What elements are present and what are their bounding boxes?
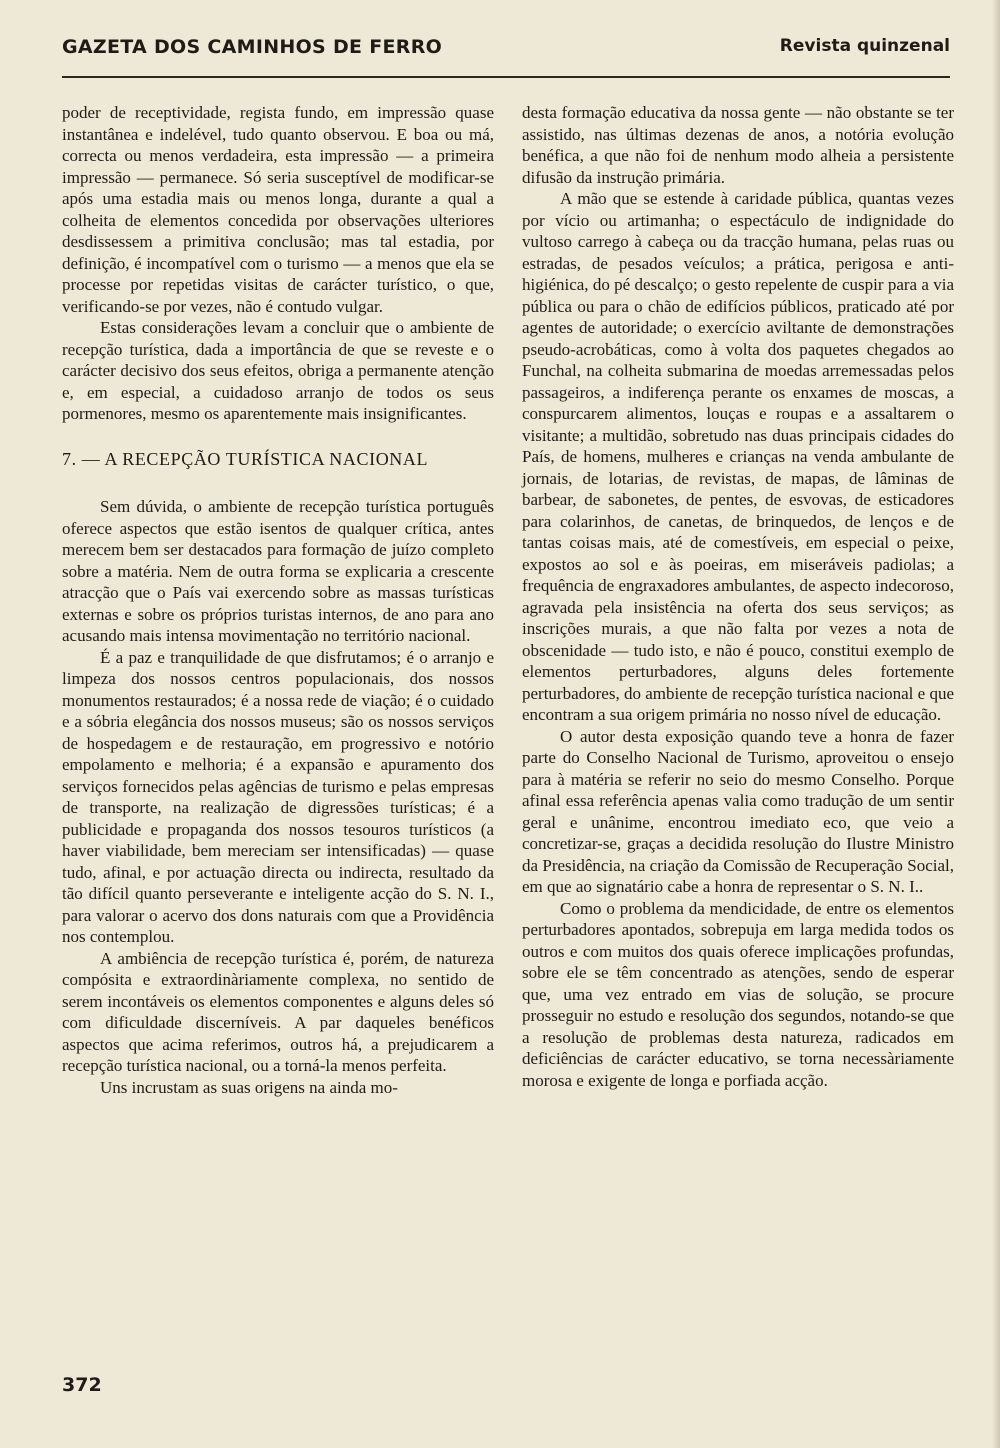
page-number: 372 xyxy=(62,1374,102,1396)
paragraph: poder de receptividade, regista fundo, em impressão quase instantânea e indelével, tudo quanto observou. E boa ou má, correcta ou menos verdadeira, esta impressão — a primeira impressão — permanece. Só seria susceptível de modificar-se após uma estadia mais ou menos longa, durante a qual a colheita de elementos concedida por observações ulteriores desdissessem a primitiva conclusão; mas tal estadia, por definição, é incompatível com o turismo — a menos que ela se processe por repetidas visitas de carácter turístico, o que, verificando-se por vezes, não é contudo vulgar. xyxy=(62,103,494,316)
section-heading: 7. — A RECEPÇÃO TURÍSTICA NACIONAL xyxy=(62,448,429,469)
right-column xyxy=(522,102,954,1091)
left-column xyxy=(62,102,494,1098)
paragraph: O autor desta exposição quando teve a honra de fazer parte do Conselho Nacional de Turismo, aproveitou o ensejo para à matéria se referir no seio do mesmo Conselho. Porque afinal essa referência apenas valia como tradução de um sentir geral e unânime, encontrou imediato eco, que veio a concretizar-se, graças a decidida resolução do Ilustre Ministro da Presidência, na criação da Comissão de Recuperação Social, em que ao signatário cabe a honra de representar o S. N. I.. xyxy=(522,726,954,896)
page-header xyxy=(62,30,950,74)
paragraph: A mão que se estende à caridade pública, quantas vezes por vício ou artimanha; o espectáculo de indignidade do vultoso carrego à cabeça ou da tracção humana, pelas ruas ou estradas, de pesados veículos; a prática, perigosa e anti-higiénica, do pé descalço; o gesto repelente de cuspir para a via pública ou para o chão de edifícios públicos, praticado até por agentes de autoridade; o exercício aviltante de demonstrações pseudo-acrobáticas, como à volta dos paquetes chegados ao Funchal, na colheita submarina de moedas arremessadas pelos passageiros, a indiferença perante os enxames de moscas, a conspurcarem alimentos, louças e roupas e a assaltarem o visitante; a multidão, sobretudo nas duas principais cidades do País, de homens, mulheres e crianças na venda ambulante de jornais, de lotarias, de revistas, de mapas, de lâminas de barbear, de sabonetes, de pentes, de esvovas, de esticadores para colarinhos, de canetas, de brinquedos, de lenços e de tantas coisas mais, até de comestíveis, em especial o peixe, expostos ao sol e às poeiras, em miseráveis padiolas; a frequência de engraxadores ambulantes, de aspecto indecoroso, agravada pela insistência na oferta dos seus serviços; as inscrições murais, a que não falta por vezes a nota de obscenidade — tudo isto, e não é pouco, constitui exemplo de elementos perturbadores, alguns deles fortemente perturbadores, do ambiente de recepção turística nacional e que encontram a sua origem primária no nosso nível de educação. xyxy=(522,189,954,724)
journal-title: GAZETA DOS CAMINHOS DE FERRO xyxy=(62,36,443,58)
journal-subtitle: Revista quinzenal xyxy=(779,36,950,56)
paragraph: A ambiência de recepção turística é, porém, de natureza compósita e extraordinàriamente complexa, no sentido de serem incontáveis os elementos componentes e alguns deles só com dificuldade discerníveis. A par daqueles benéficos aspectos que acima referimos, outros há, a prejudicarem a recepção turística nacional, ou a torná-la menos perfeita. xyxy=(62,948,494,1075)
paragraph: desta formação educativa da nossa gente — não obstante se ter assistido, nas últimas dezenas de anos, a notória evolução benéfica, a que não foi de nenhum modo alheia a persistente difusão da instrução primária. xyxy=(522,103,954,187)
header-rule xyxy=(62,76,950,78)
page-edge-shadow xyxy=(992,0,1000,1448)
paragraph: Como o problema da mendicidade, de entre os elementos perturbadores apontados, sobrepuja em larga medida todos os outros e com muitos dos quais oferece implicações profundas, sobre ele se têm concentrado as atenções, sendo de esperar que, uma vez entrado em vias de solução, se procure prosseguir no estudo e resolução dos segundos, notando-se que a resolução de problemas desta natureza, radicados em deficiências de carácter educativo, se torna necessàriamente morosa e exigente de longa e porfiada acção. xyxy=(522,898,954,1090)
paragraph: Sem dúvida, o ambiente de recepção turística português oferece aspectos que estão isentos de qualquer crítica, antes merecem bem ser destacados para formação de juízo completo sobre a matéria. Nem de outra forma se explicaria a crescente atracção que o País vai exercendo sobre as massas turísticas externas e sobre os próprios turistas internos, de ano para ano acusando mais intensa movimentação no território nacional. xyxy=(62,497,494,645)
paragraph: Estas considerações levam a concluir que o ambiente de recepção turística, dada a importância de que se reveste e o carácter decisivo dos seus efeitos, obriga a permanente atenção e, em especial, a cuidadoso arranjo de todos os seus pormenores, mesmo os aparentemente mais insignificantes. xyxy=(62,318,494,423)
paragraph: É a paz e tranquilidade de que disfrutamos; é o arranjo e limpeza dos nossos centros populacionais, dos nossos monumentos restaurados; é a nossa rede de viação; é o cuidado e a sóbria elegância dos nossos museus; são os nossos serviços de hospedagem e de restauração, em progressivo e notório empolamento e melhoria; é a expansão e apuramento dos serviços fornecidos pelas agências de turismo e pelas empresas de transporte, na realização de digressões turísticas; é a publicidade e propaganda dos nossos tesouros turísticos (a haver viabilidade, bem mereciam ser intensificadas) — quase tudo, afinal, e por actuação directa ou indirecta, resultado da tão difícil quanto perseverante e inteligente acção do S. N. I., para valorar o acervo dos dons naturais com que a Providência nos contemplou. xyxy=(62,647,494,946)
paragraph: Uns incrustam as suas origens na ainda mo- xyxy=(100,1077,398,1097)
